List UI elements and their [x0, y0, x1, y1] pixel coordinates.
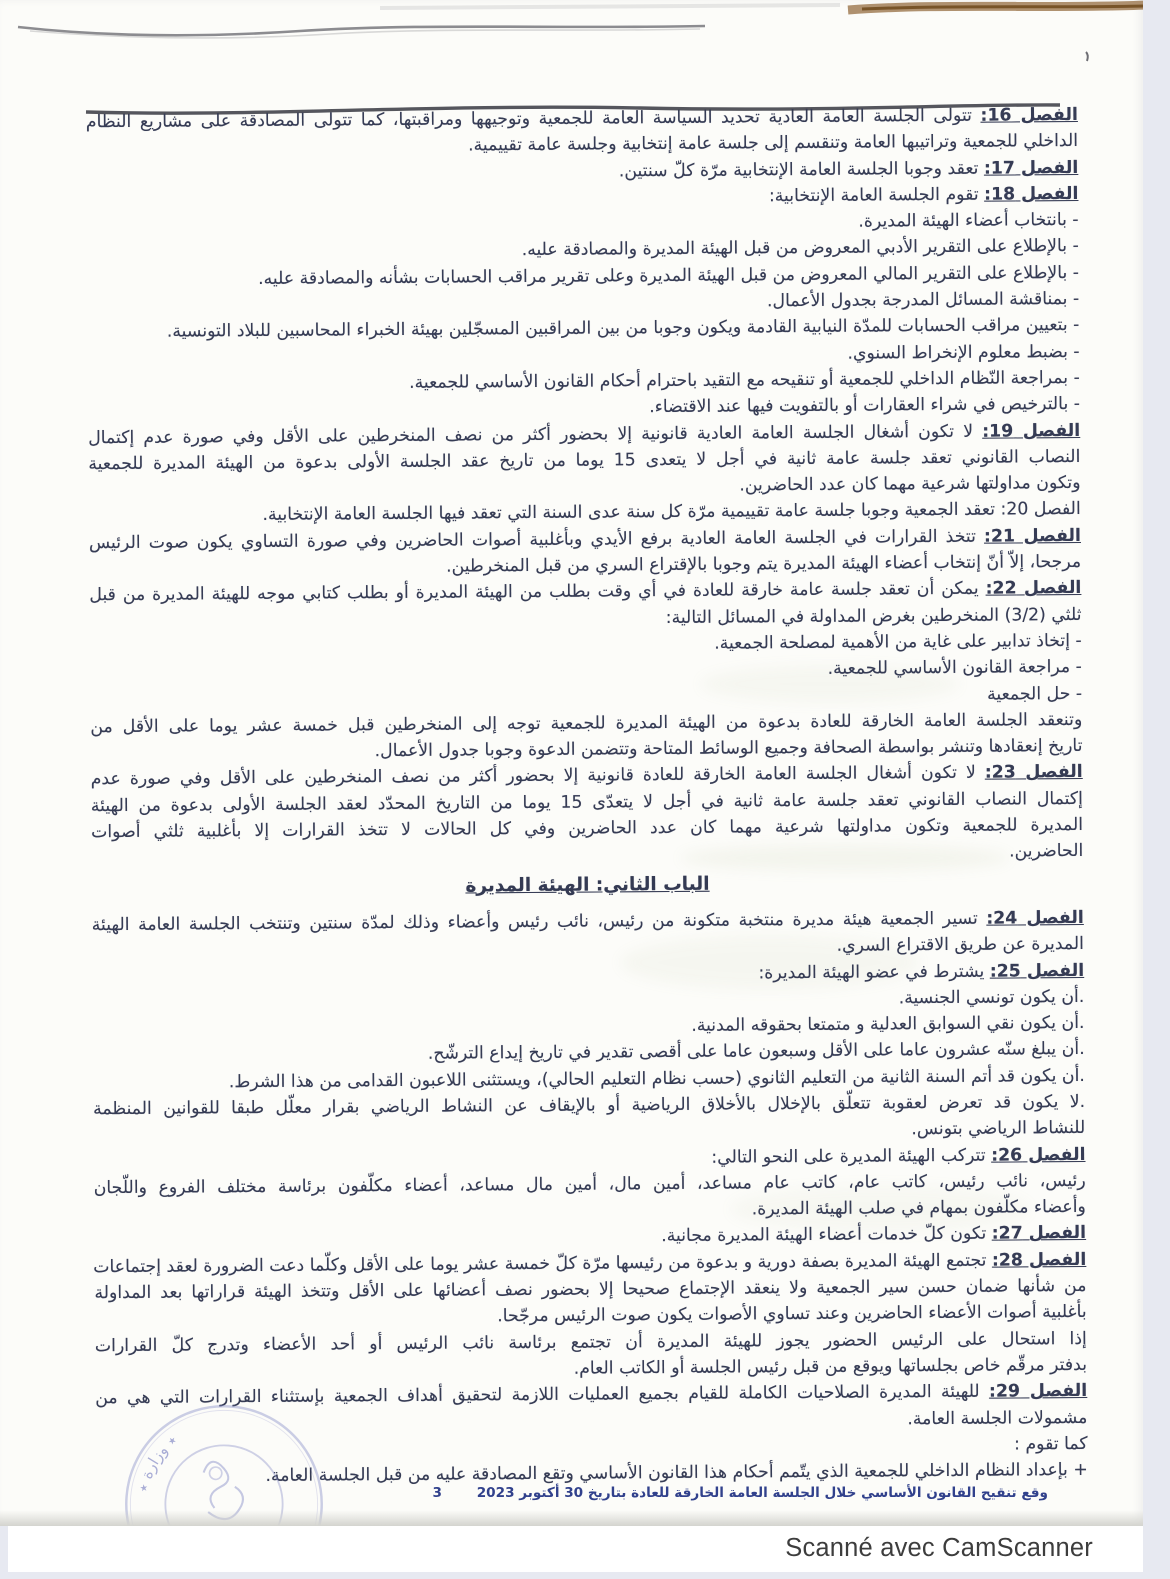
line-text: - بالترخيص في شراء العقارات أو بالتفويت فيها عند الاقتضاء. [649, 394, 1081, 418]
page-number: 3 [432, 1485, 442, 1501]
line-text: رئيس، نائب رئيس، كاتب عام، كاتب عام مساعد، أمين مال، أمين مال مساعد، أعضاء مكلّفون برئاسة مختلف الفروع واللّجان [93, 1170, 1086, 1199]
line-text: لا تكون أشغال الجلسة العامة العادية قانونية إلا بحضور أكثر من نصف المنخرطين على الأقل وفي صورة عدم إكتمال [88, 421, 983, 448]
line-text: تاريخ إنعقادها وتنشر بواسطة الصحافة وجميع الوسائط المتاحة وتتضمن الدعوة وجوبا جدول الأعمال. [374, 736, 1083, 762]
line-text: - بتعيين مراقب الحسابات للمدّة النيابية القادمة ويكون وجوبا من بين المراقبين المسجّلين بهيئة الخبراء المحاسبين للبلاد التونسية. [166, 315, 1080, 343]
line-text: يمكن أن تعقد جلسة عامة خارقة للعادة في أي وقت بطلب من الهيئة المديرة أو بطلب كتابي موجه للهيئة المديرة من قبل [89, 579, 986, 606]
line-text: + بإعداد النظام الداخلي للجمعية الذي يتّمم أحكام هذا القانون الأساسي وتقع المصادقة عليه من قبل الجلسة العامة. [265, 1460, 1088, 1487]
line-text: - بالإطلاع على التقرير الأدبي المعروض من قبل الهيئة المديرة والمصادقة عليه. [521, 236, 1079, 261]
line-text: إكتمال النصاب القانوني تعقد جلسة عامة ثانية في أجل لا يتعدّى 15 يوما من التاريخ المحدّد لعقد الجلسة الأولى بدعوة من الهيئة [90, 788, 1083, 816]
line-text: بأغلبية أصوات الأعضاء الحاضرين وعند تساوي الأصوات يكون صوت الرئيس مرجّحا. [497, 1302, 1087, 1327]
line-text: الداخلي للجمعية وتراتيبها العامة وتنقسم إلى جلسة عامة إنتخابية وجلسة عامة تقييمية. [468, 131, 1079, 156]
line-text: .أن يبلغ سنّه عشرون عاما على الأقل وسبعون عاما على أقصى تقدير في تاريخ إيداع الترشّح. [427, 1039, 1085, 1065]
article-label: الفصل 16: [980, 104, 1078, 126]
line-text: تتخذ القرارات في الجلسة العامة العادية برفع الأيدي وبأغلبية أصوات الحاضرين وفي صورة التساوي يكون صوت الرئيس [88, 526, 985, 553]
line-text: تكون كلّ خدمات أعضاء الهيئة المديرة مجانية. [661, 1224, 992, 1247]
section-heading: الباب الثاني: الهيئة المديرة [465, 873, 710, 897]
line-text: - مراجعة القانون الأساسي للجمعية. [827, 657, 1082, 680]
line-text: - بمناقشة المسائل المدرجة بجدول الأعمال. [766, 289, 1080, 312]
stamp-emblem-squiggle [203, 1485, 247, 1523]
article-label: الفصل 19: [982, 420, 1081, 442]
article-label: الفصل 26: [991, 1144, 1086, 1166]
line-text: المديرة للجمعية وتكون مداولتها شرعية مهما كان عدد الحاضرين وفي كل الحالات لا تتخذ القرارات إلا بأغلبية ثلثي أصوات [91, 814, 1084, 843]
camscanner-label: Scanné avec CamScanner [785, 1534, 1093, 1562]
article-label: الفصل 25: [989, 960, 1085, 982]
line-text: تجتمع الهيئة المديرة بصفة دورية و بدعوة من رئيسها مرّة كلّ خمسة عشر يوما على الأقل وكلّما دعت الضرورة لعقد إجتماعات [93, 1250, 992, 1277]
line-text: تتركب الهيئة المديرة على النحو التالي: [711, 1145, 992, 1168]
line-text: الفصل 20: تعقد الجمعية وجوبا جلسة عامة تقييمية مرّة كل سنة عدى السنة التي تعقد فيها الجلسة العامة الإنتخابية. [262, 499, 1081, 526]
line-text: - بضبط معلوم الإنخراط السنوي. [847, 341, 1080, 364]
line-text: .أن يكون تونسي الجنسية. [898, 986, 1085, 1009]
line-text: يشترط في عضو الهيئة المديرة: [758, 961, 990, 983]
revision-footer [433, 1484, 1049, 1502]
line-text: للهيئة المديرة الصلاحيات الكاملة للقيام بجميع العمليات اللازمة لتحقيق أهداف الجمعية بإستثناء القرارات التي هي من [95, 1381, 990, 1409]
line-text: مرجحا، إلاّ أنّ إنتخاب أعضاء الهيئة المديرة يتم وجوبا بالإقتراع السري من قبل المنخرطين. [446, 552, 1082, 577]
line-text: ثلثي (3/2) المنخرطين بغرض المداولة في المسائل التالية: [665, 604, 1082, 628]
article-label: الفصل 22: [985, 578, 1082, 600]
line-text: وتنعقد الجلسة العامة الخارقة للعادة بدعوة من الهيئة المديرة للجمعية توجه إلى المنخرطين قبل خمسة عشر يوما على الأقل من [90, 709, 1083, 738]
line-text: - حل الجمعية [986, 683, 1083, 705]
document-body-bottom [7, 904, 1143, 1491]
line-text: من شأنها ضمان حسن سير الجمعية ولا ينعقد الإجتماع صحيحا إلا بحضور نصف أعضائها على الأقل وتتخذ الهيئة قراراتها بعد المداولة [94, 1276, 1087, 1304]
article-label: الفصل 21: [983, 525, 1082, 547]
line-text: .أن يكون نقي السوابق العدلية و متمتعا بحقوقه المدنية. [691, 1013, 1085, 1036]
article-label: الفصل 18: [984, 183, 1079, 205]
line-text: .لا يكون قد تعرض لعقوبة تتعلّق بالإخلال بالأخلاق الرياضية أو بالإيقاف عن النشاط الرياضي بقرار معلّل طبقا للقوانين المنظمة [93, 1091, 1086, 1120]
stamp-text: ٭ وزارة ٭ [133, 1430, 181, 1494]
revision-note: وقع تنقيح القانون الأساسي خلال الجلسة العامة الخارقة للعادة بتاريخ 30 أكتوبر 2023 [476, 1485, 1048, 1501]
article-label: الفصل 27: [991, 1223, 1087, 1245]
line-text: لا تكون أشغال الجلسة العامة الخارقة للعادة قانونية إلا بحضور أكثر من نصف المنخرطين على الأقل وفي صورة عدم [90, 763, 985, 790]
line-text: للنشاط الرياضي بتونس. [911, 1118, 1086, 1140]
line-text: المديرة عن طريق الاقتراع السري. [836, 934, 1084, 956]
line-text: إذا استحال على الرئيس الحضور يجوز للهيئة المديرة أن تجتمع برئاسة نائب الرئيس أو أحد الأعضاء وتدرج كلّ القرارات [94, 1328, 1087, 1356]
line-text: تعقد وجوبا الجلسة العامة الإنتخابية مرّة كلّ سنتين. [618, 158, 984, 181]
line-text: - إتخاذ تدابير على غاية من الأهمية لمصلحة الجمعية. [714, 630, 1082, 654]
line-text: مشمولات الجلسة العامة. [907, 1407, 1088, 1429]
line-text: تتولى الجلسة العامة العادية تحديد السياسة العامة للجمعية وتوجيهها ومراقبتها، كما تتولى المصادقة على مشاريع النظام [85, 105, 981, 133]
line-text: - بمراجعة النّظام الداخلي للجمعية أو تنقيحه مع التقيد باحترام أحكام القانون الأساسي للجمعية. [408, 367, 1080, 393]
line-text: تسير الجمعية هيئة مديرة منتخبة متكونة من رئيس، نائب رئيس وأعضاء وذلك لمدّة سنتين وتنتخب الجلسة العامة الهيئة [91, 908, 987, 936]
article-label: الفصل 17: [983, 157, 1079, 179]
line-text: وأعضاء مكلّفون بمهام في صلب الهيئة المديرة. [751, 1197, 1086, 1220]
line-text: تقوم الجلسة العامة الإنتخابية: [768, 184, 985, 207]
stamp-emblem-squiggle [199, 1515, 247, 1526]
line-text: - بالإطلاع على التقرير المالي المعروض من قبل الهيئة المديرة وعلى تقرير مراقب الحسابات بشأنه والمصادقة عليه. [258, 262, 1080, 289]
article-label: الفصل 24: [986, 907, 1084, 929]
article-label: الفصل 23: [984, 762, 1083, 784]
article-label: الفصل 29: [988, 1381, 1088, 1402]
line-text: النصاب القانوني تعقد جلسة عامة ثانية في أجل لا يتعدى 15 يوما من تاريخ عقد الجلسة الأولى بدعوة من الهيئة المديرة للجمعية [88, 446, 1081, 475]
camscanner-band [8, 1526, 1143, 1572]
line-text: - بانتخاب أعضاء الهيئة المديرة. [858, 210, 1079, 232]
line-text: كما تقوم : [1014, 1433, 1088, 1455]
line-text: وتكون مداولتها شرعية مهما كان عدد الحاضرين. [739, 473, 1081, 496]
line-text: الحاضرين. [1009, 841, 1084, 862]
line-text: بدفتر مرقّم خاص بجلساتها ويوقع من قبل رئيس الجلسة أو الكاتب العام. [573, 1354, 1088, 1379]
article-label: الفصل 28: [991, 1249, 1087, 1271]
line-text: .أن يكون قد أتم السنة الثانية من التعليم الثانوي (حسب نظام التعليم الحالي)، ويستثنى اللاعبون القدامى من هذا الشرط. [228, 1065, 1085, 1092]
